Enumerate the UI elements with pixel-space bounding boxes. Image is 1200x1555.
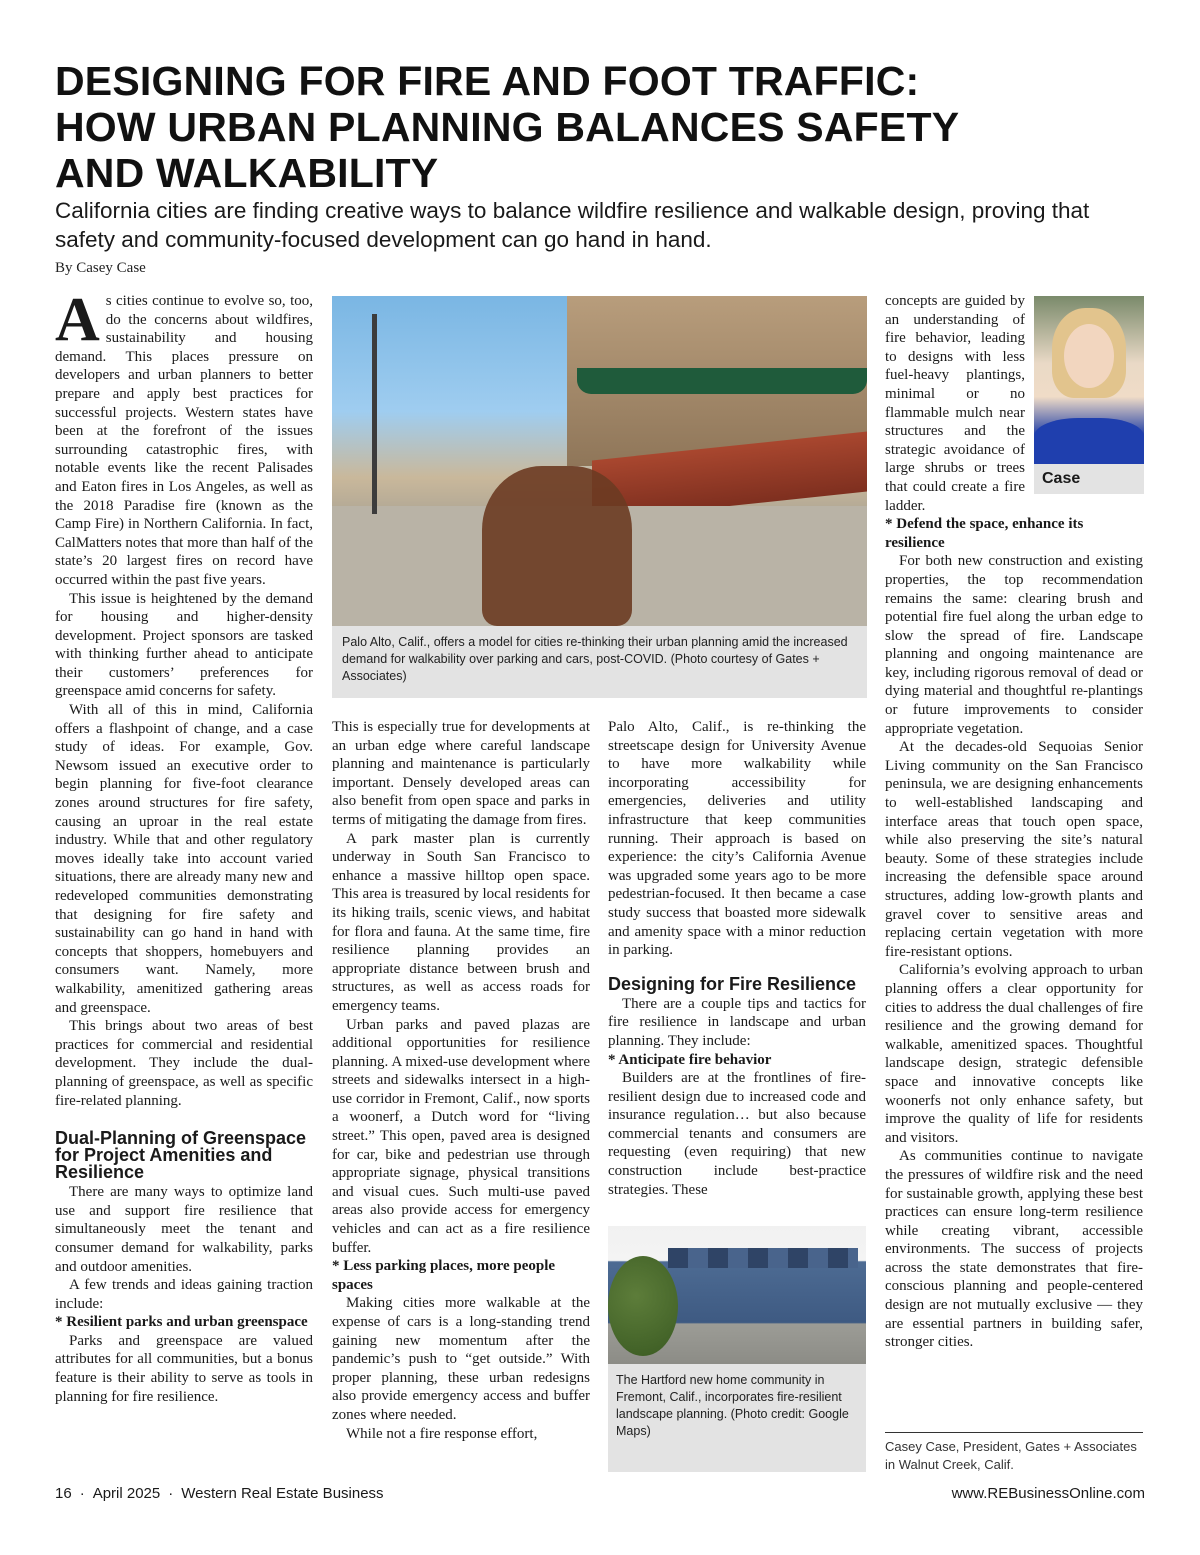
footer-separator: · — [79, 1485, 85, 1502]
paragraph: This is especially true for developments at an urban edge where careful landscape planning and maintenance is particularly important. Densely developed areas can also benefit from open space and parks in terms of mitigating the damage from fires. — [332, 719, 590, 828]
paragraph: A few trends and ideas gaining traction include: — [55, 1277, 313, 1312]
paragraph: As communities continue to navigate the pressures of wildfire risk and the need for sustainable growth, applying these best practices can ensure long-term resilience while creating vibrant, accessible environments. The success of projects across the state demonstrates that fire-conscious planning and people-centered design are not mutually exclusive — they are essential partners in building safer, stronger cities. — [885, 1148, 1143, 1351]
publication-name: Western Real Estate Business — [181, 1485, 384, 1502]
footer-separator: · — [168, 1485, 174, 1502]
paragraph: At the decades-old Sequoias Senior Living community on the San Francisco peninsula, we are designing enhancements to well-established landscaping and interface areas that touch open space, while also preserving the site’s natural beauty. Some of these strategies include increasing the defensible space around structures, adding low-growth plants and gravel cover to sensitive areas and replacing certain vegetation with more fire-resistant options. — [885, 739, 1143, 960]
bio-divider — [885, 1432, 1143, 1433]
issue-date: April 2025 — [92, 1485, 161, 1502]
photo-tree — [608, 1256, 678, 1356]
paragraph — [55, 286, 313, 590]
paragraph: This issue is heightened by the demand for housing and higher-density development. Project sponsors are tasked with thinking further ahead to anticipate their customers’ preferences for greenspace amid concerns for safety. — [55, 590, 313, 700]
paragraph: Urban parks and paved plazas are additional opportunities for resilience planning. A mixed-use development where streets and sidewalks intersect in a high-use corridor in Fremont, Calif., now sports a woonerf, a Dutch word for “living street.” This open, paved area is designed for car, bike and pedestrian use through appropriate signage, physical transitions and visual cues. Such multi-use paved areas also provide access for emergency vehicles and can act as a fire resilience buffer. — [332, 1016, 590, 1256]
headline-line-2: HOW URBAN PLANNING BALANCES SAFETY — [55, 104, 960, 150]
paragraph: Making cities more walkable at the expense of cars is a long-standing trend gaining new momentum after the pandemic’s push to “get outside.” With proper planning, these urban redesigns also provide emergency access and buffer zones where needed. — [332, 1295, 590, 1423]
headshot-label: Case — [1034, 464, 1144, 494]
author-bio: Casey Case, President, Gates + Associates in Walnut Creek, Calif. — [885, 1439, 1137, 1472]
photo-bench-sculpture — [482, 466, 632, 626]
column-2 — [332, 718, 590, 1443]
headline-line-3: AND WALKABILITY — [55, 150, 439, 196]
photo-lamp-post — [372, 314, 377, 514]
drop-cap: A — [55, 286, 100, 354]
paragraph: With all of this in mind, California offers a flashpoint of change, and a case study of ideas. For example, Gov. Newsom issued an executive order to begin planning for five-foot clearance zones around structures for fire safety, causing an uproar in the real estate industry. While that and other regulatory moves ideally take into account varied situations, there are already many new and redeveloped communities demonstrating that designing for fire safety and sustainability can go hand in hand with concepts that shoppers, homebuyers and consumers want. Namely, more walkability, amenitized gathering areas and greenspace. — [55, 702, 313, 1016]
footer-left — [55, 1484, 384, 1504]
photo-awning — [577, 368, 867, 394]
page-number: 16 — [55, 1485, 72, 1502]
bullet-heading: * Defend the space, enhance its resilience — [885, 516, 1084, 551]
paragraph: concepts are guided by an understanding of fire behavior, leading to designs with less fuel-heavy plantings, minimal or no flammable mulch near structures and the strategic avoidance of large shrubs or trees that could create a fire ladder. — [885, 293, 1025, 514]
section-heading-dual-planning: Dual-Planning of Greenspace for Project Amenities and Resilience — [55, 1128, 307, 1183]
photo-rooflines — [668, 1248, 858, 1268]
headline-line-1: DESIGNING FOR FIRE AND FOOT TRAFFIC: — [55, 58, 920, 104]
paragraph: There are many ways to optimize land use and support fire resilience that simultaneously meet the tenant and consumer demand for walkability, parks and outdoor amenities. — [55, 1184, 313, 1275]
paragraph: Builders are at the frontlines of fire-resilient design due to increased code and insurance regulation… but also because commercial tenants and consumers are requesting (even requiring) that new construction include best-practice strategies. These — [608, 1070, 866, 1198]
headline — [55, 58, 1155, 196]
paragraph: For both new construction and existing properties, the top recommendation remains the same: clearing brush and potential fire fuel along the urban edge to slow the spread of fire. Landscape planning and ongoing maintenance are key, including rigorous removal of dead or dying material and thoughtful re-plantings or future improvements to consider appropriate vegetation. — [885, 553, 1143, 737]
photo-caption-main: Palo Alto, Calif., offers a model for cities re-thinking their urban planning amid the increased demand for walkability over parking and cars, post-COVID. (Photo courtesy of Gates + Associates) — [332, 626, 867, 698]
bullet-heading: * Less parking places, more people spaces — [332, 1258, 556, 1293]
byline: By Casey Case — [55, 260, 146, 276]
column-3 — [608, 718, 866, 1199]
paragraph: A park master plan is currently underway in South San Francisco to enhance a massive hilltop open space. This area is treasured by local residents for its hiking trails, scenic views, and habitat for flora and fauna. At the same time, fire resilience planning provides an appropriate distance between brush and structures, as well as access roads for emergency teams. — [332, 830, 590, 1014]
section-heading-fire-resilience: Designing for Fire Resilience — [608, 973, 857, 994]
palo-alto-streetscape-photo — [332, 296, 867, 626]
deck-subtitle: California cities are finding creative ways to balance wildfire resilience and walkable design, proving that safety and community-focused development can go hand in hand. — [55, 198, 1090, 252]
bullet-heading: * Resilient parks and urban greenspace — [55, 1314, 308, 1331]
hartford-community-photo — [608, 1226, 866, 1364]
paragraph: While not a fire response effort, — [346, 1425, 538, 1442]
photo-caption-small: The Hartford new home community in Fremont, Calif., incorporates fire-resilient landscape planning. (Photo credit: Google Maps) — [608, 1364, 866, 1472]
paragraph: This brings about two areas of best practices for commercial and residential development. They include the dual-planning of greenspace, as well as specific fire-related planning. — [55, 1018, 313, 1109]
paragraph: There are a couple tips and tactics for fire resilience in landscape and urban planning. They include: — [608, 995, 866, 1049]
bullet-heading: * Anticipate fire behavior — [608, 1051, 772, 1068]
paragraph: Palo Alto, Calif., is re-thinking the streetscape design for University Avenue to have more walkability while incorporating accessibility for emergencies, deliveries and utility infrastructure that keep communities running. Their approach is based on experience: the city’s California Avenue was upgraded some years ago to be more pedestrian-focused. It then became a case study success that boasted more sidewalk and amenity space with a minor reduction in parking. — [608, 719, 866, 959]
paragraph: Parks and greenspace are valued attributes for all communities, but a bonus feature is their ability to serve as tools in planning for fire resilience. — [55, 1332, 313, 1405]
website-url[interactable]: www.REBusinessOnline.com — [951, 1485, 1145, 1502]
paragraph-text: s cities continue to evolve so, too, do the concerns about wildfires, sustainability and housing demand. This places pressure on developers and urban planners to better prepare and apply best practices for successful projects. Western states have been at the forefront of the issues surrounding catastrophic fires, with notable events like the recent Palisades and Eaton fires in Los Angeles, as well as the 2018 Paradise fire (known as the Camp Fire) in Northern California. In fact, CalMatters notes that more than half of the state’s 20 largest fires on record have occurred within the past five years. — [55, 293, 313, 588]
paragraph: California’s evolving approach to urban planning offers a clear opportunity for cities to address the dual challenges of fire resilience and the growing demand for walkable, amenitized spaces. Thoughtful landscape design, strategic defensible space and innovative concepts like woonerfs not only enhance safety, but improve the quality of life for residents and visitors. — [885, 962, 1143, 1146]
column-4 — [885, 292, 1143, 1352]
column-1 — [55, 286, 313, 1406]
